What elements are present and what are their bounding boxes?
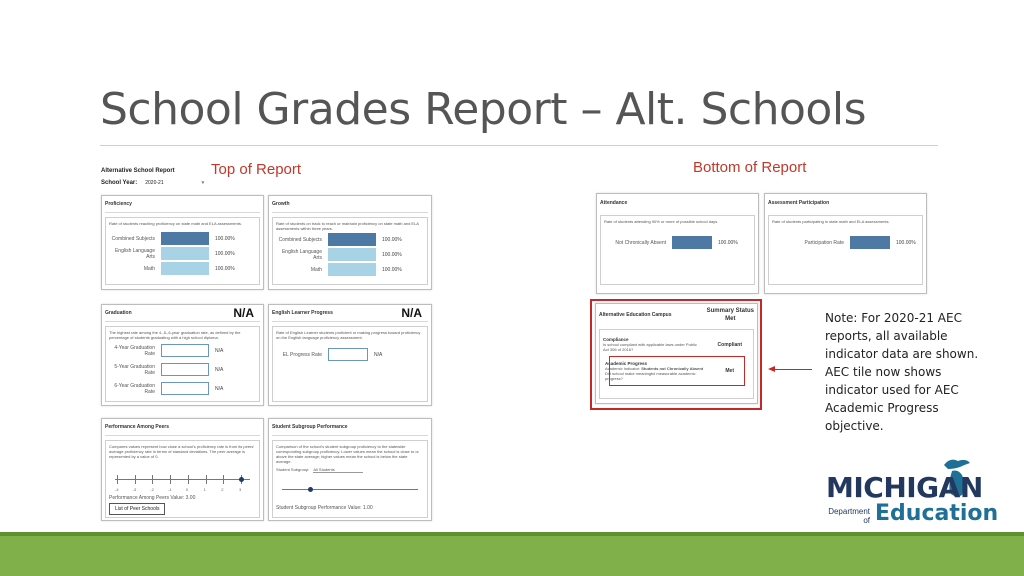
metric-row: [109, 344, 256, 357]
subgroup-select-value: All Students: [313, 467, 363, 473]
card-description: Comparison of the school's student subgroup proficiency to the statewide corresponding subgroup proficiency. Lower values mean the school is close to or above the state average; higher values mean the school is below the state average.: [276, 444, 419, 464]
metric-row: [109, 382, 256, 395]
arrow-left-icon: [768, 366, 775, 372]
report-header: [101, 168, 204, 186]
metric-bar: [850, 236, 890, 249]
metric-label: English Language Arts: [114, 247, 155, 260]
academic-progress-title: Academic Progress: [605, 361, 648, 366]
metric-label: Combined Subjects: [278, 236, 322, 243]
academic-progress-value: Met: [725, 368, 734, 374]
metric-value: 100.00%: [718, 239, 738, 246]
scale-tick-label: -4: [115, 487, 119, 492]
metric-bar: [161, 232, 209, 245]
scale-tick-label: 2: [221, 487, 224, 492]
card-body: [272, 217, 428, 285]
note-text: Note: For 2020-21 AEC reports, all available indicator data are shown. AEC tile now shows indicator used for AEC Academic Progress objective.: [825, 311, 979, 433]
card-title: Alternative Education Campus Summary Status Met: [599, 307, 754, 322]
metric-value: N/A: [215, 347, 224, 354]
scale-tick: [188, 475, 189, 484]
metric-value: 100.00%: [896, 239, 916, 246]
metric-row: [109, 363, 256, 376]
scale-tick-label: 3: [239, 487, 242, 492]
card-body: [768, 215, 923, 285]
scale-axis: [282, 489, 418, 490]
card-title: Proficiency: [105, 199, 260, 213]
card-title: Graduation N/A: [105, 308, 260, 322]
scale-tick: [206, 475, 207, 484]
academic-progress-description: Academic Indicator: Students not Chronically Absent Did school make meaningful measurable academic progress?: [605, 366, 704, 381]
subgroup-select-label: Student Subgroup:: [276, 467, 310, 472]
metric-row: [109, 262, 256, 275]
metric-value: N/A: [374, 351, 383, 358]
metric-value: 100.00%: [215, 250, 235, 257]
scale-tick-label: -2: [150, 487, 154, 492]
scale-tick: [170, 475, 171, 484]
compliance-title: Compliance: [603, 337, 629, 342]
chevron-down-icon[interactable]: ▾: [201, 180, 205, 186]
logo-department-text: Department of: [828, 507, 870, 525]
metric-row: [772, 236, 919, 249]
metric-bar: [161, 382, 209, 395]
metric-row: [604, 236, 751, 249]
metric-row: [109, 232, 256, 245]
subgroup-value-marker: [308, 487, 313, 492]
card-body: [105, 326, 260, 402]
summary-status-value: Met: [725, 315, 736, 322]
card-description: The highest rate among the 4-,5-,6-year graduation rate, as defined by the percentage of students graduating with a high school diploma.: [109, 330, 241, 340]
metric-value: N/A: [215, 366, 224, 373]
school-year-label: School Year:: [101, 180, 138, 186]
card-description: Compares values represent how close a school's proficiency rate is from its peers' average proficiency rate in terms of standard deviations. The peer average is represented by a value of 0.: [109, 444, 255, 459]
card-title: Performance Among Peers: [105, 422, 260, 436]
performance-among-peers-card: [101, 418, 264, 521]
caption-bottom-of-report: Bottom of Report: [693, 159, 807, 176]
scale-tick: [117, 475, 118, 484]
english-learner-progress-card: [268, 304, 432, 406]
status-badge: N/A: [401, 306, 422, 320]
metric-value: 100.00%: [215, 265, 235, 272]
metric-label: Participation Rate: [804, 239, 844, 246]
metric-row: [276, 248, 424, 261]
metric-bar: [328, 348, 368, 361]
metric-label: 4-Year Graduation Rate: [114, 344, 155, 357]
metric-label: 5-Year Graduation Rate: [114, 363, 155, 376]
logo-education-text: Education: [875, 501, 999, 526]
card-description: Rate of students attending 90% or more of possible school days.: [604, 219, 719, 224]
student-subgroup-performance-card: [268, 418, 432, 521]
card-description: Rate of students reaching proficiency on state math and ELA assessments.: [109, 221, 242, 226]
compliance-value: Compliant: [717, 341, 742, 348]
attendance-card: [596, 193, 759, 294]
logo-michigan-text: MICHIGAN: [826, 471, 983, 504]
metric-row: [109, 247, 256, 260]
card-title: Growth: [272, 199, 428, 213]
summary-status-label: Summary Status: [706, 307, 754, 314]
metric-bar: [328, 248, 376, 261]
card-description: Rate of students on track to reach or maintain proficiency on state math and ELA assessments within three years.: [276, 221, 419, 231]
card-body: [600, 215, 755, 285]
scale-tick-label: 0: [185, 487, 189, 492]
school-year-value: 2020-21: [145, 180, 164, 186]
card-title: English Learner Progress N/A: [272, 308, 428, 322]
peers-scale: [109, 465, 256, 495]
metric-label: Math: [310, 266, 322, 273]
metric-row: [276, 233, 424, 246]
metric-label: EL Progress Rate: [282, 351, 322, 358]
card-body: [272, 440, 428, 518]
metric-row: [276, 263, 424, 276]
slide-title: School Grades Report – Alt. Schools: [100, 84, 866, 135]
caption-top-of-report: Top of Report: [211, 161, 302, 178]
metric-value: 100.00%: [382, 266, 402, 273]
metric-bar: [161, 247, 209, 260]
peers-value-text: Performance Among Peers Value: 3.00: [109, 495, 196, 501]
footer-bar: [0, 536, 1024, 576]
metric-bar: [328, 233, 376, 246]
scale-tick-label: -3: [132, 487, 137, 492]
metric-label: 6-Year Graduation Rate: [114, 382, 155, 395]
metric-bar: [161, 262, 209, 275]
card-body: [105, 217, 260, 285]
aec-highlight-frame: [590, 299, 762, 410]
metric-value: 100.00%: [382, 251, 402, 258]
metric-value: 100.00%: [215, 235, 235, 242]
compliance-description: Is school compliant with applicable laws under Public Act 306 of 2016?: [603, 342, 697, 352]
metric-value: 100.00%: [382, 236, 402, 243]
metric-bar: [328, 263, 376, 276]
metric-label: Math: [143, 265, 155, 272]
list-of-peer-schools-button[interactable]: List of Peer Schools: [109, 503, 165, 515]
card-title: Student Subgroup Performance: [272, 422, 428, 436]
report-title: Alternative School Report: [101, 168, 175, 174]
academic-progress-highlight: [609, 356, 745, 386]
card-body: [105, 440, 260, 518]
graduation-card: [101, 304, 264, 406]
metric-bar: [161, 344, 209, 357]
scale-tick-label: -1: [168, 487, 172, 492]
subgroup-value-text: Student Subgroup Performance Value: 1.00: [276, 505, 373, 511]
card-body: [272, 326, 428, 402]
card-title: Attendance: [600, 199, 628, 206]
card-description: Rate of English Learner students proficient or making progress toward proficiency on the English language proficiency assessment.: [276, 330, 421, 340]
scale-tick: [152, 475, 153, 484]
pointer-arrow-line: [772, 369, 812, 370]
metric-value: N/A: [215, 385, 224, 392]
scale-tick-label: 1: [203, 487, 206, 492]
school-year-selector[interactable]: [101, 180, 204, 186]
metric-label: English Language Arts: [281, 248, 322, 261]
assessment-participation-card: [764, 193, 927, 294]
metric-label: Not Chronically Absent: [615, 239, 666, 246]
scale-tick: [135, 475, 136, 484]
proficiency-card: [101, 195, 264, 290]
metric-bar: [161, 363, 209, 376]
metric-bar: [672, 236, 712, 249]
growth-card: [268, 195, 432, 290]
michigan-education-logo: [826, 455, 1014, 529]
subgroup-select[interactable]: [276, 467, 424, 473]
card-title: Assessment Participation: [768, 199, 830, 206]
subgroup-scale: [276, 479, 424, 501]
card-description: Rate of students participating in state math and ELA assessments.: [772, 219, 890, 224]
title-divider: [100, 145, 938, 146]
peers-value-marker: [239, 477, 244, 482]
scale-tick: [223, 475, 224, 484]
metric-label: Combined Subjects: [111, 235, 155, 242]
status-badge: N/A: [233, 306, 254, 320]
metric-row: [276, 348, 424, 361]
